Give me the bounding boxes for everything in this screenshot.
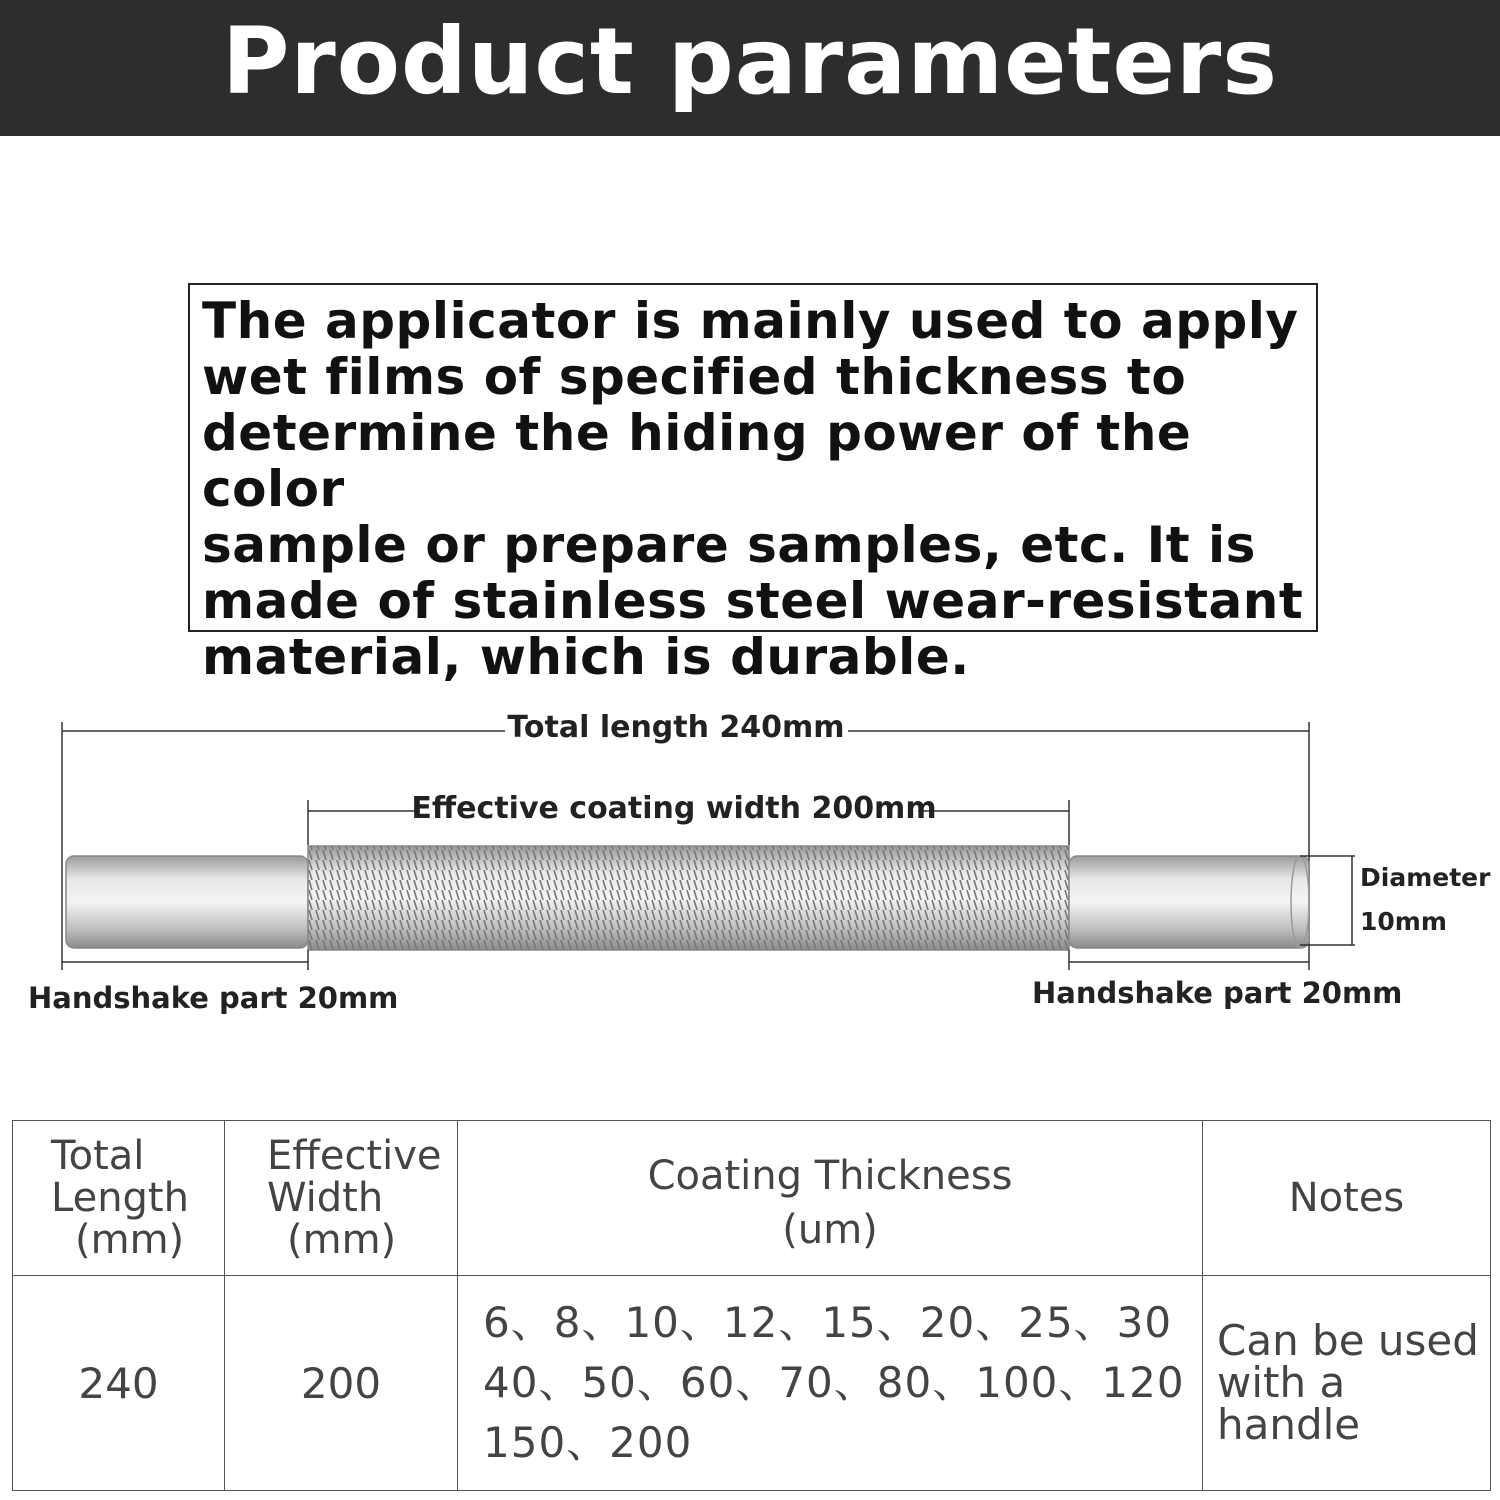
header-total-length: Total Length (mm) xyxy=(13,1121,225,1276)
handle-right-label: Handshake part 20mm xyxy=(1032,976,1403,1010)
description-box xyxy=(188,283,1318,686)
rod-threads xyxy=(308,846,1069,950)
header-effective-width: Effective Width (mm) xyxy=(225,1121,458,1276)
page-title: Product parameters xyxy=(221,7,1279,115)
header-notes: Notes xyxy=(1203,1121,1491,1276)
handle-left-label: Handshake part 20mm xyxy=(28,981,399,1015)
table-row xyxy=(13,1276,1491,1491)
total-length-label: Total length 240mm xyxy=(507,710,845,745)
cell-coating-thickness: 6、8、10、12、15、20、25、30 40、50、60、70、80、100、120 150、200 xyxy=(458,1276,1203,1491)
cell-total-length: 240 xyxy=(13,1276,225,1491)
description-text: The applicator is mainly used to apply wet films of specified thickness to determine the hiding power of the color sample or prepare samples, etc. It is made of stainless steel wear-resistant material, which is durable. xyxy=(202,292,1304,686)
applicator-diagram xyxy=(0,690,1500,1030)
header-coating-thickness: Coating Thickness (um) xyxy=(458,1121,1203,1276)
table-header-row xyxy=(13,1121,1491,1276)
diameter-label: Diameter xyxy=(1360,863,1491,892)
rod-handle-left xyxy=(66,856,308,948)
cell-notes: Can be used with a handle xyxy=(1203,1276,1491,1491)
parameters-table xyxy=(12,1120,1491,1491)
effective-width-label: Effective coating width 200mm xyxy=(411,791,937,826)
diameter-value: 10mm xyxy=(1360,907,1447,936)
rod-handle-right xyxy=(1069,856,1309,948)
header-banner xyxy=(0,0,1500,136)
cell-effective-width: 200 xyxy=(225,1276,458,1491)
